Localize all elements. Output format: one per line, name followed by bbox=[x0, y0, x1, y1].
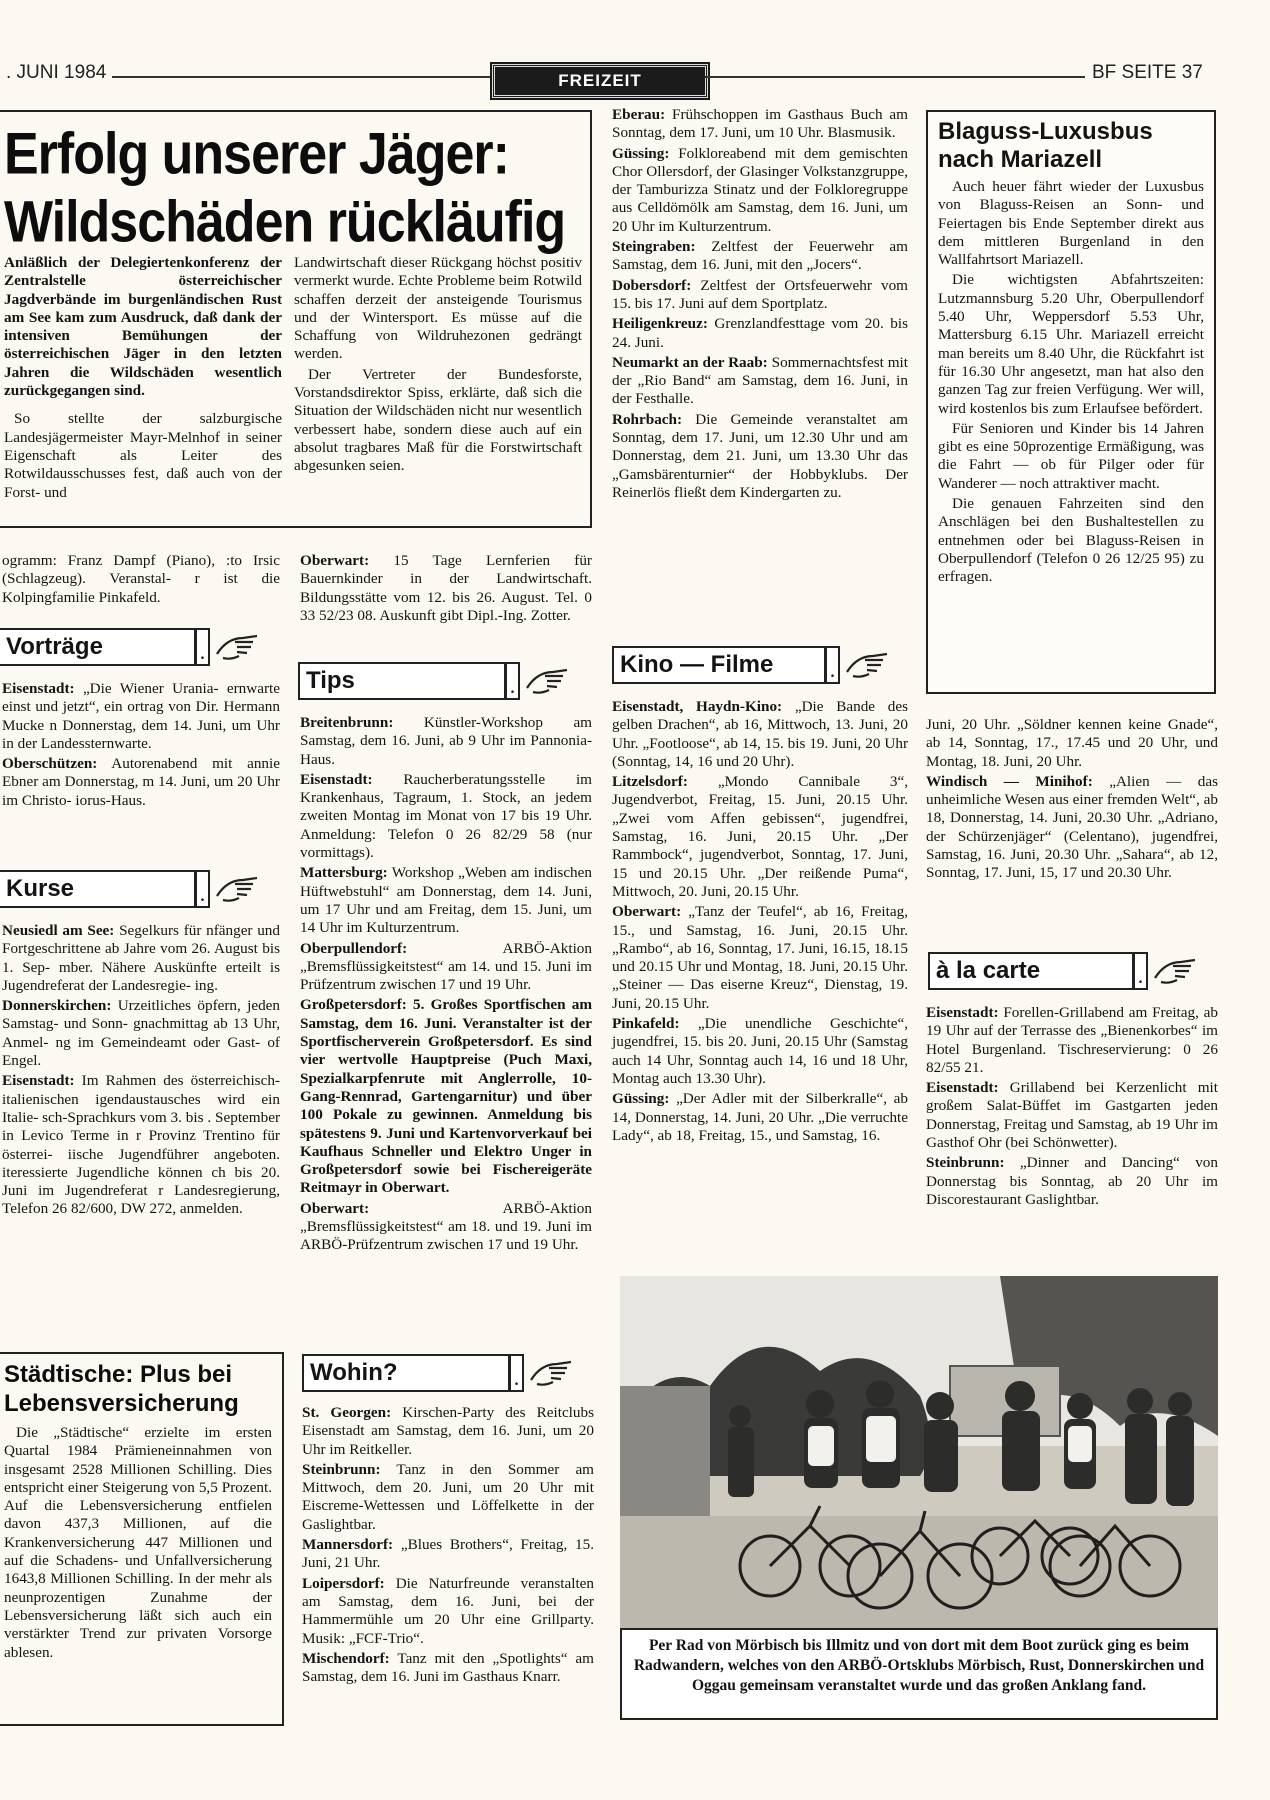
section-header-kino bbox=[612, 646, 910, 684]
article-intro: Anläßlich der Delegiertenkonferenz der Zentralstelle österreichischer Jagdverbände im burgenländischen Rust am See kam zum Ausdruck, daß dank der intensiven Bemühungen der österreichischen Jäger in den letzten Jahren die Wildschäden wesentlich zurückgegangen sind. bbox=[4, 254, 282, 400]
list-item: Oberwart: ARBÖ-Aktion „Bremsflüssigkeitstest“ am 18. und 19. Juni im ARBÖ-Prüfzentrum zwischen 17 und 19 Uhr. bbox=[300, 1199, 592, 1254]
pointing-hand-icon bbox=[520, 662, 574, 700]
section-badge: FREIZEIT bbox=[492, 64, 708, 98]
list-item: Windisch — Minihof: „Alien — das unheimliche Wesen aus einer fremden Welt“, ab 18, Donnerstag, 14. Juni, 20.30 Uhr. „Adriano, der Schürzenjäger“ (Celentano), jugendfrei, Samstag, 16. Juni, 20.30 Uhr. „Sahara“, ab 12, Sonntag, 17. Juni, 15, 17 und 20.30 Uhr. bbox=[926, 772, 1218, 882]
pointing-hand-icon bbox=[1148, 952, 1202, 990]
pointing-hand-icon bbox=[524, 1354, 578, 1392]
list-item: Großpetersdorf: 5. Großes Sportfischen am Samstag, dem 16. Juni. Veranstalter ist der Sportfischerverein Großpetersdorf. Es sind vier wertvolle Hauptpreise (Puch Maxi, Spezialkarpfenrute mit Anglerrolle, 10-Gang-Rennrad, Gartengarnitur) und über 100 Pokale zu gewinnen. Anmeldung bis spätestens 9. Juni und Kartenvorverkauf bei Kaufhaus Schneller und Elektro Unger in Großpetersdorf sowie bei Fischereigeräte Reitmayr in Oberwart. bbox=[300, 996, 592, 1197]
issue-date: . JUNI 1984 bbox=[6, 62, 107, 83]
section-header-kurse bbox=[0, 870, 282, 908]
list-item: Güssing: Folkloreabend mit dem gemischten Chor Ollersdorf, der Glasinger Volkstanzgruppe, der Tamburizza Stinatz und der Folkloregruppe aus Celldömölk am Samstag, dem 16. Juni, um 20 Uhr im Kulturzentrum. bbox=[612, 144, 908, 235]
list-item: Neusiedl am See: Segelkurs für nfänger und Fortgeschrittene ab Jahre vom 26. August bis 1. Sep- mber. Nähere Auskünfte erteilt is Jugendreferat der Landesregie- ing. bbox=[2, 922, 280, 994]
section-dot: . bbox=[508, 1354, 524, 1392]
list-item: Eisenstadt: Forellen-Grillabend am Freitag, ab 19 Uhr auf der Terrasse des „Bienenkorbes“ im Hotel Burgenland. Tischreservierung: 0 26 82/55 21. bbox=[926, 1004, 1218, 1076]
list-item: Rohrbach: Die Gemeinde veranstaltet am Sonntag, dem 17. Juni, um 12.30 Uhr und am Donnerstag, dem 21. Juni, um 13.30 Uhr das „Gamsbärenturnier“ der Hobbyklubs. Der Reinerlös fließt dem Kindergarten zu. bbox=[612, 410, 908, 501]
section-header-tips bbox=[298, 662, 594, 700]
list-item: Eisenstadt: „Die Wiener Urania- ernwarte einst und jetzt“, ein ortrag von Dir. Hermann Mucke n Donnerstag, dem 14. Juni, um Uhr in der Landessternwarte. bbox=[2, 680, 280, 752]
section-dot: . bbox=[504, 662, 520, 700]
article-paragraph: Für Senioren und Kinder bis 14 Jahren gibt es eine 50prozentige Ermäßigung, was die Fahrt — ob für Pilger oder für Wanderer — noch attraktiver macht. bbox=[938, 419, 1204, 492]
list-item: Mattersburg: Workshop „Weben am indischen Hüftwebstuhl“ am Donnerstag, dem 14. Juni, um 17 Uhr und am Freitag, dem 15. Juni, um 14 Uhr im Kulturzentrum. bbox=[300, 864, 592, 937]
list-item: Neumarkt an der Raab: Sommernachtsfest mit der „Rio Band“ am Samstag, dem 16. Juni, in der Festhalle. bbox=[612, 353, 908, 408]
list-item: Eisenstadt: Im Rahmen des österreichisch-italienischen igendaustausches wird ein Italie- sch-Sprachkurs vom 3. bis . September in Levico Terme in r Provinz Trentino für österrei- iische Jugendführer angeboten. iteressierte Jugendliche können ch bis 20. Juni im Jugendreferat r Landesregierung, Telefon 26 82/600, DW 272, anmelden. bbox=[2, 1072, 280, 1218]
kurse-list bbox=[2, 922, 280, 1221]
list-item: St. Georgen: Kirschen-Party des Reitclubs Eisenstadt am Samstag, dem 16. Juni, um 20 Uhr im Reitkeller. bbox=[302, 1404, 594, 1458]
wohin-list bbox=[302, 1404, 594, 1688]
section-header-vortraege bbox=[0, 628, 282, 666]
list-item: Oberwart: „Tanz der Teufel“, ab 16, Freitag, 15., und Samstag, 16. Juni, 20.15 Uhr. „Rambo“, ab 16, Sonntag, 17. Juni, 16.15, 18.15 und 20.15 Uhr und Montag, 18. Juni, 20.15 Uhr. „Steiner — Das eiserne Kreuz“, Dienstag, 19. Juni, 20.15 Uhr. bbox=[612, 903, 908, 1012]
pointing-hand-icon bbox=[210, 628, 264, 666]
main-article-col2 bbox=[294, 254, 582, 478]
fragment-text: ogramm: Franz Dampf (Piano), :to Irsic (Schlagzeug). Veranstal- r ist die Kolpingfamilie Pinkafeld. bbox=[2, 552, 280, 606]
list-item: Mischendorf: Tanz mit den „Spotlights“ am Samstag, dem 16. Juni im Gasthaus Knarr. bbox=[302, 1649, 594, 1686]
section-header-wohin bbox=[302, 1354, 594, 1392]
article-paragraph: Auch heuer fährt wieder der Luxusbus von Blaguss-Reisen an Sonn- und Feiertagen bis Ende September direkt aus dem mittleren Burgenland in den Wallfahrtsort Mariazell. bbox=[938, 178, 1204, 269]
list-item: Loipersdorf: Die Naturfreunde veranstalten am Samstag, dem 16. Juni, bei der Hammermühle um 20 Uhr eine Grillparty. Musik: „FCF-Trio“. bbox=[302, 1574, 594, 1647]
list-item: Mannersdorf: „Blues Brothers“, Freitag, 15. Juni, 21 Uhr. bbox=[302, 1536, 594, 1572]
vortraege-list bbox=[2, 680, 280, 812]
section-dot: . bbox=[194, 628, 210, 666]
section-title: Tips bbox=[298, 662, 504, 700]
article-paragraph: Die genauen Fahrzeiten sind den Anschlägen bei den Bushaltestellen zu entnehmen oder bei Blaguss-Reisen in Oberpullendorf (Telefon 0 26 12/25 95) zu erfragen. bbox=[938, 495, 1204, 586]
staedtische-box bbox=[0, 1352, 284, 1726]
carte-list bbox=[926, 1004, 1218, 1211]
main-headline-2: Wildschäden rückläufig bbox=[4, 190, 566, 255]
article-paragraph: Der Vertreter der Bundesforste, Vorstandsdirektor Spiss, erklärte, daß sich die Situation der Wildschäden nicht nur wesentlich verbessert habe, sondern diese auch auf ein absolut tragbares Maß für die Forstwirtschaft abgesunken seien. bbox=[294, 365, 582, 475]
section-title: Wohin? bbox=[302, 1354, 508, 1392]
events-list bbox=[612, 106, 908, 504]
cyclists-photo bbox=[620, 1276, 1218, 1628]
list-item: Eisenstadt: Raucherberatungsstelle im Krankenhaus, Tagraum, 1. Stock, an jedem zweiten Montag im Monat von 17 bis 19 Uhr. Anmeldung: Telefon 0 26 82/29 58 (nur vormittags). bbox=[300, 770, 592, 862]
list-item: Eisenstadt: Grillabend bei Kerzenlicht mit großem Salat-Büffet im Gastgarten jeden Donnerstag, Freitag und Samstag, ab 19 Uhr im Gasthof Ohr (bei Schönwetter). bbox=[926, 1079, 1218, 1152]
section-dot: . bbox=[824, 646, 840, 684]
list-item: Steinbrunn: „Dinner and Dancing“ von Donnerstag bis Sonntag, ab 20 Uhr im Discorestaurant Gaslightbar. bbox=[926, 1154, 1218, 1208]
list-item: Güssing: „Der Adler mit der Silberkralle“, ab 14, Donnerstag, 14. Juni, 20 Uhr. „Die verruchte Lady“, ab 18, Freitag, 15., und Samstag, 16. bbox=[612, 1090, 908, 1144]
article-paragraph: Die wichtigsten Abfahrtszeiten: Lutzmannsburg 5.20 Uhr, Oberpullendorf 5.40 Uhr, Weppersdorf 5.53 Uhr, Mattersburg 6.15 Uhr. Mariazell erreicht man bereits um 8.40 Uhr, die Rückfahrt ist für 16.30 Uhr angesetzt, man hat also den ganzen Tag zur freien Verfügung. Wer will, wird kostenlos bis zum Erlaufsee befördert. bbox=[938, 271, 1204, 417]
blaguss-body bbox=[938, 178, 1204, 587]
main-article-col1 bbox=[4, 254, 282, 504]
section-dot: . bbox=[1132, 952, 1148, 990]
section-dot: . bbox=[194, 870, 210, 908]
list-item: Juni, 20 Uhr. „Söldner kennen keine Gnade“, ab 14, Sonntag, 17., 17.45 und 20 Uhr, und Montag, 18. Juni, 20 Uhr. bbox=[926, 716, 1218, 770]
header-rule-left bbox=[112, 76, 490, 78]
main-article-box bbox=[0, 110, 592, 528]
section-title: Vorträge bbox=[0, 628, 194, 666]
section-title: à la carte bbox=[928, 952, 1132, 990]
kino-continued bbox=[926, 716, 1218, 885]
kino-list bbox=[612, 698, 908, 1147]
staedtische-body: Die „Städtische“ erzielte im ersten Quartal 1984 Prämieneinnahmen von insgesamt 2528 Millionen Schilling. Dies entspricht einer Steigerung von 5,5 Prozent. Auf die Lebensversicherung entfielen davon 437,3 Millionen, auf die Krankenversicherung 447 Millionen und auf die Schadens- und Unfallversicherung 1643,8 Millionen Schilling. In der mehr als neunprozentigen Zunahme der Lebensversicherung läßt sich auch ein verstärkter Trend zur privaten Vorsorge ablesen. bbox=[4, 1424, 272, 1661]
list-item: Eisenstadt, Haydn-Kino: „Die Bande des gelben Drachen“, ab 16, Mittwoch, 13. Juni, 20 Uhr. „Footloose“, ab 14, 15. bis 19. Juni, 20 Uhr (Sonntag, 14, 16 und 20 Uhr). bbox=[612, 698, 908, 770]
oberwart-item: Oberwart: 15 Tage Lernferien für Bauernkinder in der Landwirtschaft. Bildungsstätte vom 12. bis 26. August. Tel. 0 33 52/23 08. Auskunft gibt Dipl.-Ing. Zotter. bbox=[300, 552, 592, 624]
blaguss-box bbox=[926, 110, 1216, 694]
list-item: Eberau: Frühschoppen im Gasthaus Buch am Sonntag, dem 17. Juni, um 10 Uhr. Blasmusik. bbox=[612, 106, 908, 142]
pointing-hand-icon bbox=[840, 646, 894, 684]
blaguss-title: Blaguss-Luxusbus nach Mariazell bbox=[938, 118, 1153, 173]
section-title: Kino — Filme bbox=[612, 646, 824, 684]
list-item: Donnerskirchen: Urzeitliches öpfern, jeden Samstag- und Sonn- gnachmittag ab 13 Uhr, Anmel- ng im Gemeindeamt oder Gast- of Engel. bbox=[2, 997, 280, 1070]
list-item: Steingraben: Zeltfest der Feuerwehr am Samstag, dem 16. Juni, mit den „Jocers“. bbox=[612, 238, 908, 274]
article-paragraph: Landwirtschaft dieser Rückgang höchst positiv vermerkt wurde. Echte Probleme beim Rotwild schaffen derzeit der ansteigende Tourismus und der Wintersport. Es müsse auf die Schaffung von Wildruhezonen gedrängt werden. bbox=[294, 254, 582, 363]
list-item: Steinbrunn: Tanz in den Sommer am Mittwoch, dem 20. Juni, um 20 Uhr mit Eiscreme-Wettessen und Löffelkette in der Gaslightbar. bbox=[302, 1460, 594, 1533]
main-headline-1: Erfolg unserer Jäger: bbox=[4, 122, 509, 187]
staedtische-title: Städtische: Plus bei Lebensversicherung bbox=[4, 1361, 239, 1417]
list-item: Heiligenkreuz: Grenzlandfesttage vom 20. bis 24. Juni. bbox=[612, 315, 908, 351]
photo-caption: Per Rad von Mörbisch bis Illmitz und von dort mit dem Boot zurück ging es beim Radwandern, welches von den ARBÖ-Ortsklubs Mörbisch, Rust, Donnerskirchen und Oggau gemeinsam veranstaltet wurde und das großen Anklang fand. bbox=[620, 1628, 1218, 1720]
section-title: Kurse bbox=[0, 870, 194, 908]
page-number: BF SEITE 37 bbox=[1092, 62, 1203, 83]
list-item: Litzelsdorf: „Mondo Cannibale 3“, Jugendverbot, Freitag, 15. Juni, 20.15 Uhr. „Zwei vom Affen gebissen“, jugendfrei, Samstag, 16. Juni, 20.15 Uhr. „Der Rammbock“, jugendverbot, Sonntag, 17. Juni, 15 und 20.15 Uhr. „Der reißende Puma“, Mittwoch, 20. Juni, 20.15 Uhr. bbox=[612, 773, 908, 900]
list-item: Dobersdorf: Zeltfest der Ortsfeuerwehr vom 15. bis 17. Juni auf dem Sportplatz. bbox=[612, 276, 908, 312]
list-item: Oberpullendorf: ARBÖ-Aktion „Bremsflüssigkeitstest“ am 14. und 15. Juni im Prüfzentrum zwischen 17 und 19 Uhr. bbox=[300, 939, 592, 994]
article-paragraph: So stellte der salzburgische Landesjägermeister Mayr-Melnhof in seiner Eigenschaft als Leiter des Rotwildausschusses fest, daß auch von der Forst- und bbox=[4, 410, 282, 501]
pointing-hand-icon bbox=[210, 870, 264, 908]
tips-list bbox=[300, 714, 592, 1257]
list-item: Pinkafeld: „Die unendliche Geschichte“, jugendfrei, 15. bis 20. Juni, 20.15 Uhr (Samstag auch 14 Uhr, Sonntag auch 14, 16 und 18 Uhr, Montag auch 13.30 Uhr). bbox=[612, 1015, 908, 1087]
section-header-carte bbox=[928, 952, 1218, 990]
list-item: Oberschützen: Autorenabend mit annie Ebner am Donnerstag, m 14. Juni, um 20 Uhr im Christo- iorus-Haus. bbox=[2, 755, 280, 809]
list-item: Breitenbrunn: Künstler-Workshop am Samstag, dem 16. Juni, ab 9 Uhr im Pannonia-Haus. bbox=[300, 714, 592, 768]
header-rule-right bbox=[705, 76, 1085, 78]
